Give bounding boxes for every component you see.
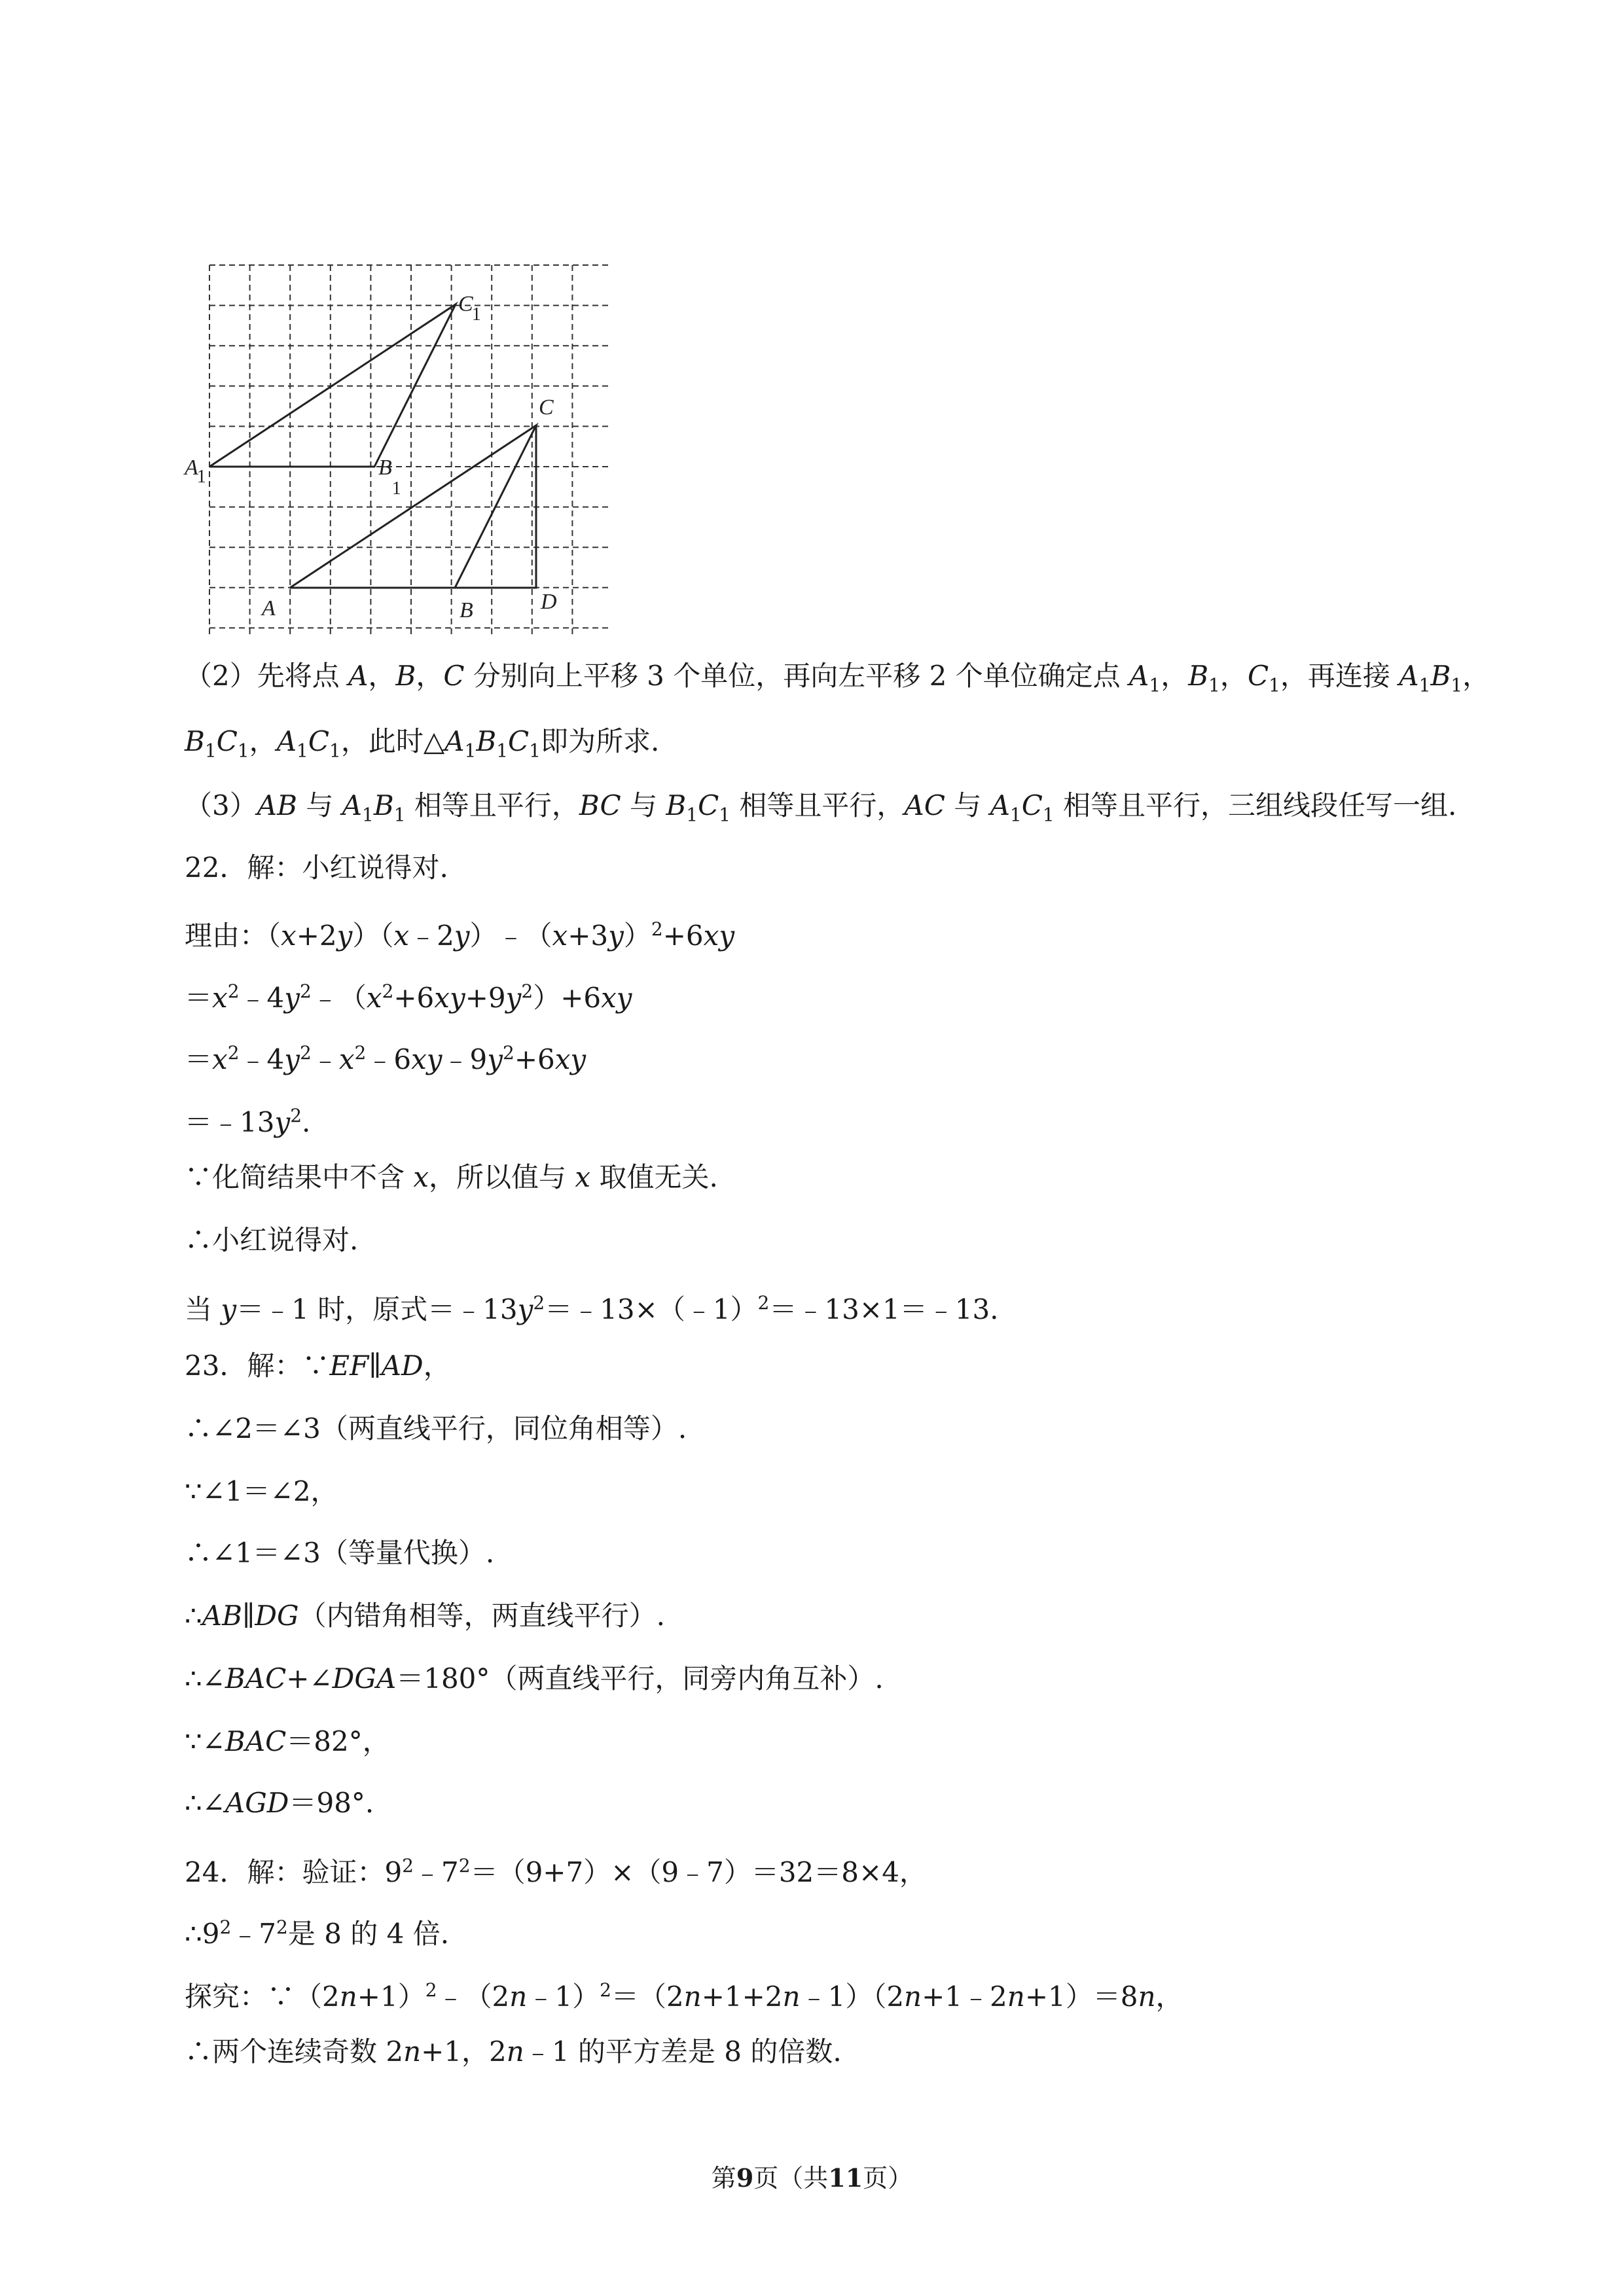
text-segment: ﹣1 的平方差是 8 的倍数. <box>524 2036 842 2068</box>
text-segment: 分别向上平移 3 个单位，再向左平移 2 个单位确定点 <box>464 660 1130 692</box>
text-segment: 1 <box>204 740 217 762</box>
text-segment: （2）先将点 <box>185 660 349 692</box>
text-segment: +3 <box>568 920 609 952</box>
text-segment: n <box>683 1981 702 2013</box>
text-segment: （3） <box>185 789 257 821</box>
text-segment: 2 <box>402 1855 414 1876</box>
solution-line <box>185 1161 718 1194</box>
text-segment: C <box>308 725 329 757</box>
text-segment: 1 <box>361 804 374 826</box>
solution-line <box>185 1600 665 1632</box>
text-segment: A <box>444 725 465 757</box>
text-segment: x <box>366 982 382 1014</box>
text-segment: ﹣7 <box>231 1918 277 1950</box>
text-segment: y <box>454 920 470 952</box>
text-segment: A <box>342 789 362 821</box>
text-segment: x <box>281 920 297 952</box>
text-segment: 2 <box>502 1042 514 1064</box>
text-segment: ＝﹣13×（﹣1） <box>545 1293 758 1325</box>
text-segment: ，此时△ <box>340 725 445 757</box>
text-segment: y <box>517 1293 533 1325</box>
label-d: D <box>541 590 557 614</box>
text-segment: ＝ <box>185 982 213 1014</box>
text-segment: ﹣4 <box>239 982 285 1014</box>
text-segment: x <box>575 1161 591 1193</box>
text-segment: ＝ <box>185 1043 213 1075</box>
text-segment: C <box>443 660 465 692</box>
text-segment: +1，2 <box>421 2036 507 2068</box>
dashed-grid <box>209 265 609 638</box>
text-segment: 2 <box>521 980 533 1002</box>
text-segment: ﹣（2 <box>437 1981 510 2013</box>
text-segment: 1 <box>237 740 249 762</box>
text-segment: +1+2 <box>701 1981 783 2013</box>
text-segment: 2 <box>219 1916 232 1938</box>
solution-line <box>185 1350 451 1382</box>
text-segment: 2 <box>533 1292 545 1314</box>
text-segment: 相等且平行，三组线段任写一组. <box>1054 789 1457 821</box>
text-segment: 24．解：验证：9 <box>185 1856 403 1888</box>
text-segment: ，再连接 <box>1280 660 1399 692</box>
text-segment: ∴两个连续奇数 2 <box>185 2036 404 2068</box>
text-segment: ﹣4 <box>239 1043 285 1075</box>
solution-line <box>185 1725 390 1758</box>
text-segment: A <box>276 725 297 757</box>
text-segment: y <box>274 1106 291 1138</box>
solution-line <box>185 660 1490 702</box>
text-segment: xy <box>703 920 735 952</box>
text-segment: 23．解：∵ <box>185 1350 330 1382</box>
text-segment: B <box>1188 660 1209 692</box>
text-segment: 2 <box>354 1042 367 1064</box>
text-segment: AC <box>904 789 945 821</box>
text-segment: 1 <box>1042 804 1055 826</box>
solution-line <box>185 1537 494 1570</box>
text-segment: . <box>302 1106 311 1138</box>
text-segment: 1 <box>329 740 341 762</box>
text-segment: 2 <box>600 1979 611 2001</box>
text-segment: y <box>505 982 522 1014</box>
text-segment: ∥ <box>369 1350 382 1382</box>
footer-page-number: 9 <box>736 2163 754 2193</box>
text-segment: BC <box>579 789 621 821</box>
solution-line <box>185 975 632 1014</box>
text-segment: 1 <box>393 804 406 826</box>
text-segment: n <box>1007 1981 1025 2013</box>
solution-line <box>185 1412 687 1445</box>
text-segment: n <box>403 2036 422 2068</box>
text-segment: 2 <box>425 1979 437 2001</box>
text-segment: n <box>509 1981 528 2013</box>
solution-line <box>185 789 1456 831</box>
text-segment: 1 <box>719 804 731 826</box>
text-segment: ﹣1） <box>527 1981 600 2013</box>
text-segment: 2 <box>458 1855 471 1876</box>
text-segment: y <box>284 982 300 1014</box>
text-segment: ， <box>416 660 444 692</box>
text-segment: ， <box>368 660 396 692</box>
text-segment: AGD <box>225 1787 289 1819</box>
text-segment: n <box>1138 1981 1156 2013</box>
text-segment: ∴ <box>185 1600 202 1632</box>
text-segment: C <box>508 725 530 757</box>
text-segment: B <box>185 725 205 757</box>
text-segment: +2 <box>296 920 337 952</box>
grid-diagram <box>177 259 609 638</box>
solution-line <box>185 1287 999 1326</box>
text-segment: x <box>552 920 568 952</box>
text-segment: 1 <box>1208 674 1220 696</box>
text-segment: B <box>666 789 687 821</box>
text-segment: +6 <box>662 920 704 952</box>
text-segment: BAC <box>225 1662 287 1695</box>
text-segment: ）+6 <box>533 982 602 1014</box>
text-segment: ＝（9+7）×（9﹣7）＝32＝8×4， <box>470 1856 927 1888</box>
text-segment: 相等且平行， <box>731 789 905 821</box>
text-segment: +1）＝8 <box>1024 1981 1138 2013</box>
text-segment: ， <box>1161 660 1189 692</box>
text-segment: ∵∠1＝∠2， <box>185 1475 338 1507</box>
text-segment: A <box>1399 660 1419 692</box>
text-segment: ∴∠ <box>185 1662 225 1695</box>
text-segment: 2 <box>227 980 240 1002</box>
text-segment: n <box>782 1981 801 2013</box>
text-segment: DGA <box>332 1662 397 1695</box>
label-a: A <box>262 596 276 620</box>
text-segment: ﹣（ <box>311 982 367 1014</box>
text-segment: C <box>216 725 238 757</box>
text-segment: ∥ <box>242 1600 255 1632</box>
text-segment: EF <box>329 1350 369 1382</box>
text-segment: n <box>904 1981 922 2013</box>
footer-post: 页） <box>863 2164 913 2193</box>
solution-line <box>185 1911 449 1950</box>
text-segment: 取值无关. <box>590 1161 718 1193</box>
text-segment: y <box>487 1043 503 1075</box>
footer-pre: 第 <box>711 2164 736 2193</box>
text-segment: ﹣6 <box>366 1043 412 1075</box>
text-segment: xy <box>411 1043 442 1075</box>
text-segment: xy <box>434 982 465 1014</box>
text-segment: 与 <box>297 789 342 821</box>
text-segment: ﹣2 <box>409 920 454 952</box>
text-segment: 探究：∵（2 <box>185 1981 340 2013</box>
text-segment: ） <box>623 920 651 952</box>
text-segment: 1 <box>1149 674 1161 696</box>
solution-line <box>185 1475 338 1508</box>
text-segment: 2 <box>300 1042 312 1064</box>
text-segment: y <box>336 920 353 952</box>
text-segment: ﹣9 <box>442 1043 488 1075</box>
text-segment: 1 <box>1009 804 1022 826</box>
text-segment: 2 <box>757 1292 770 1314</box>
label-b1: $B_1$ <box>378 456 401 499</box>
solution-line <box>185 852 448 884</box>
solution-line <box>185 725 659 767</box>
text-segment: 1 <box>1269 674 1280 696</box>
solution-line <box>185 2036 842 2068</box>
label-b: B <box>460 598 473 622</box>
text-segment: ∴9 <box>185 1918 220 1950</box>
text-segment: 与 <box>945 789 990 821</box>
text-segment: ∴∠2＝∠3（两直线平行，同位角相等）. <box>185 1412 687 1444</box>
text-segment: ， <box>1219 660 1248 692</box>
text-segment: ＝﹣1 时，原式＝﹣13 <box>236 1293 518 1325</box>
text-segment: +6 <box>393 982 435 1014</box>
text-segment: 2 <box>290 1105 302 1126</box>
solution-line <box>185 913 734 952</box>
text-segment: AD <box>381 1350 424 1382</box>
text-segment: 2 <box>276 1916 288 1938</box>
text-segment: A <box>348 660 369 692</box>
footer-total-pages: 11 <box>828 2163 863 2193</box>
text-segment: x <box>212 982 228 1014</box>
text-segment: B <box>1430 660 1451 692</box>
text-segment: DG <box>255 1600 299 1632</box>
text-segment: ＝82°， <box>286 1725 390 1757</box>
text-segment: x <box>212 1043 228 1075</box>
text-segment: 2 <box>651 918 663 940</box>
text-segment: A <box>990 789 1010 821</box>
text-segment: xy <box>554 1043 586 1075</box>
solution-line <box>185 1662 884 1695</box>
text-segment: BAC <box>225 1725 287 1757</box>
text-segment: ， <box>249 725 277 757</box>
text-segment: y <box>284 1043 300 1075</box>
text-segment: 1 <box>297 740 308 762</box>
text-segment: B <box>395 660 416 692</box>
label-c: C <box>539 395 554 420</box>
text-segment: 当 <box>185 1293 221 1325</box>
footer-mid: 页（共 <box>753 2164 829 2193</box>
text-segment: 1 <box>464 740 477 762</box>
text-segment: ＝98°. <box>289 1787 374 1819</box>
text-segment: A <box>1129 660 1149 692</box>
text-segment: ）﹣（ <box>469 920 552 952</box>
text-segment: ∴∠ <box>185 1787 225 1819</box>
solution-line <box>185 1787 374 1820</box>
text-segment: 2 <box>382 980 394 1002</box>
solution-line <box>185 1974 1183 2013</box>
text-segment: 2 <box>227 1042 240 1064</box>
solution-line <box>185 1224 358 1257</box>
text-segment: x <box>338 1043 355 1075</box>
text-segment: 1 <box>529 740 541 762</box>
text-segment: 理由：（ <box>185 920 281 952</box>
text-segment: ＝（2 <box>611 1981 684 2013</box>
solution-line <box>185 1100 310 1139</box>
text-segment: y <box>221 1293 237 1325</box>
solution-line <box>185 1037 586 1076</box>
text-segment: 相等且平行， <box>405 789 579 821</box>
text-segment: 2 <box>300 980 312 1002</box>
text-segment: ＝﹣13 <box>185 1106 275 1138</box>
text-segment: +∠ <box>286 1662 333 1695</box>
text-segment: xy <box>601 982 632 1014</box>
text-segment: +1） <box>357 1981 425 2013</box>
text-segment: 与 <box>621 789 666 821</box>
text-segment: ∴∠1＝∠3（等量代换）. <box>185 1537 495 1569</box>
text-segment: ∴小红说得对. <box>185 1224 359 1256</box>
text-segment: AB <box>202 1600 242 1632</box>
text-segment: +9 <box>465 982 506 1014</box>
text-segment: ﹣1）（2 <box>800 1981 905 2013</box>
text-segment: x <box>413 1161 429 1193</box>
label-a1: A1 <box>185 456 206 487</box>
text-segment: C <box>698 789 719 821</box>
text-segment: 1 <box>686 804 698 826</box>
page-footer <box>0 2163 1624 2193</box>
text-segment: 1 <box>1451 674 1463 696</box>
text-segment: ＝180°（两直线平行，同旁内角互补）. <box>396 1662 884 1695</box>
text-segment: ﹣ <box>311 1043 339 1075</box>
text-segment: ∵化简结果中不含 <box>185 1161 414 1193</box>
text-segment: ）（ <box>352 920 394 952</box>
label-c1: C1 <box>458 292 481 325</box>
text-segment: AB <box>257 789 297 821</box>
text-segment: （内错角相等，两直线平行）. <box>298 1600 665 1632</box>
text-segment: 1 <box>496 740 509 762</box>
text-segment: y <box>608 920 624 952</box>
text-segment: 22．解：小红说得对. <box>185 852 448 884</box>
text-segment: B <box>373 789 394 821</box>
text-segment: B <box>476 725 497 757</box>
text-segment: ， <box>1155 1981 1183 2013</box>
text-segment: +6 <box>514 1043 555 1075</box>
text-segment: ∵∠ <box>185 1725 225 1757</box>
text-segment: +1﹣2 <box>922 1981 1007 2013</box>
text-segment: C <box>1247 660 1269 692</box>
text-segment: C <box>1021 789 1043 821</box>
text-segment: 1 <box>1418 674 1431 696</box>
translation-grid-figure <box>177 259 609 638</box>
text-segment: ， <box>1462 660 1490 692</box>
text-segment: ，所以值与 <box>429 1161 575 1193</box>
text-segment: ， <box>423 1350 451 1382</box>
text-segment: ＝﹣13×1＝﹣13. <box>769 1293 999 1325</box>
text-segment: 即为所求. <box>540 725 660 757</box>
solution-line <box>185 1850 927 1889</box>
text-segment: ﹣7 <box>414 1856 459 1888</box>
text-segment: n <box>506 2036 524 2068</box>
text-segment: x <box>393 920 410 952</box>
text-segment: n <box>339 1981 357 2013</box>
text-segment: 是 8 的 4 倍. <box>287 1918 450 1950</box>
